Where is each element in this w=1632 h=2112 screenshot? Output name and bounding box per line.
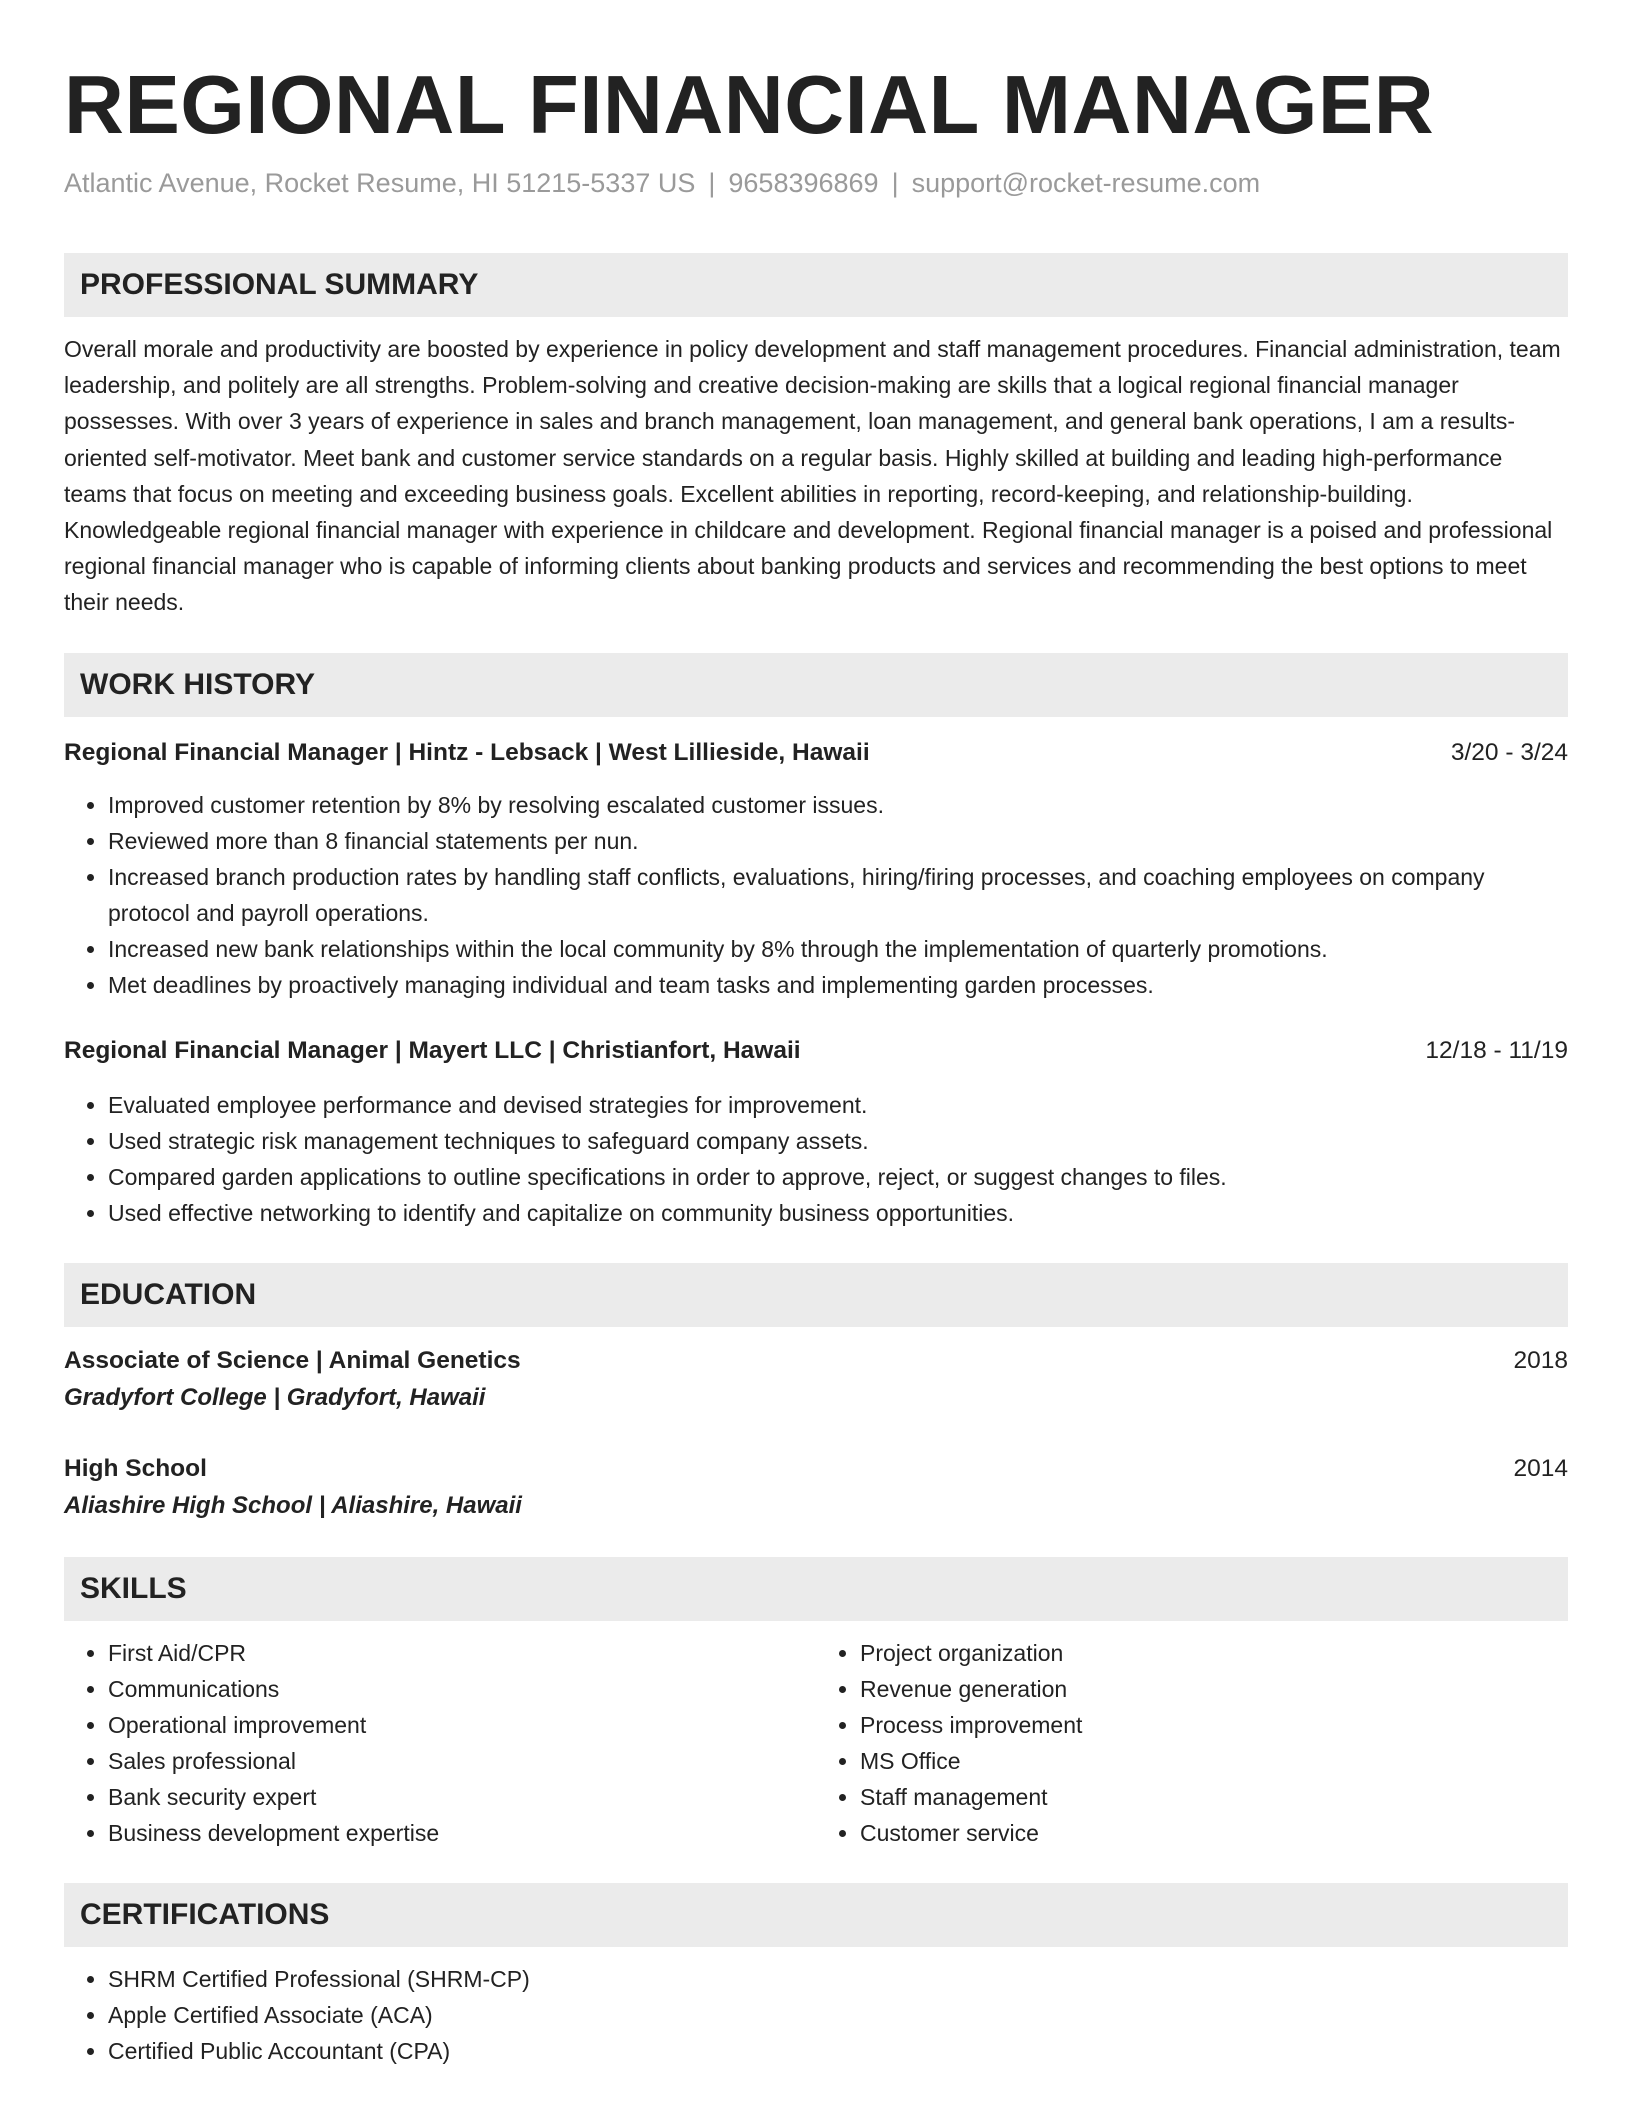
list-item: • Business development expertise bbox=[108, 1815, 816, 1851]
job-title: Regional Financial Manager | Mayert LLC | Christianfort, Hawaii bbox=[64, 1036, 801, 1064]
list-item: • Increased branch production rates by handling staff conflicts, evaluations, hiring/firing processes, and coaching employees on company protocol and payroll operations. bbox=[108, 859, 1568, 931]
job-title: Regional Financial Manager | Hintz - Lebsack | West Lillieside, Hawaii bbox=[64, 738, 870, 766]
section-heading-education: EDUCATION bbox=[64, 1263, 1568, 1327]
education-school: Aliashire High School | Aliashire, Hawaii bbox=[64, 1491, 522, 1519]
list-item: • SHRM Certified Professional (SHRM-CP) bbox=[108, 1961, 1568, 1997]
job-dates: 3/20 - 3/24 bbox=[1450, 738, 1568, 766]
list-item: • Bank security expert bbox=[108, 1779, 816, 1815]
list-item: • Process improvement bbox=[860, 1707, 1568, 1743]
section-heading-skills: SKILLS bbox=[64, 1557, 1568, 1621]
list-item: • Increased new bank relationships within the local community by 8% through the implementation of quarterly promotions. bbox=[108, 931, 1568, 967]
certifications-list bbox=[64, 1961, 1568, 2069]
list-item: • Sales professional bbox=[108, 1743, 816, 1779]
section-heading-work-history: WORK HISTORY bbox=[64, 653, 1568, 717]
education-year: 2018 bbox=[1513, 1346, 1568, 1374]
contact-separator: | bbox=[708, 168, 716, 198]
job-dates: 12/18 - 11/19 bbox=[1425, 1036, 1568, 1064]
list-item: • Project organization bbox=[860, 1635, 1568, 1671]
section-heading-summary: PROFESSIONAL SUMMARY bbox=[64, 253, 1568, 317]
job-header bbox=[64, 735, 1568, 771]
education-header bbox=[64, 1451, 1568, 1487]
education-year: 2014 bbox=[1513, 1454, 1568, 1482]
job-bullets bbox=[64, 787, 1568, 1003]
job-entry bbox=[64, 1033, 1568, 1231]
list-item: • First Aid/CPR bbox=[108, 1635, 816, 1671]
summary-text: Overall morale and productivity are boosted by experience in policy development and staff management procedures. Financial administration, team leadership, and politely are all strengths. Problem-solving and creative decision-making are skills that a logical regional financial manager possesses. With over 3 years of experience in sales and branch management, loan management, and general bank operations, I am a results-oriented self-motivator. Meet bank and customer service standards on a regular basis. Highly skilled at building and leading high-performance teams that focus on meeting and exceeding business goals. Excellent abilities in reporting, record-keeping, and relationship-building. Knowledgeable regional financial manager with experience in childcare and development. Regional financial manager is a poised and professional regional financial manager who is capable of informing clients about banking products and services and recommending the best options to meet their needs. bbox=[64, 336, 1561, 616]
education-header bbox=[64, 1343, 1568, 1379]
list-item: • Improved customer retention by 8% by resolving escalated customer issues. bbox=[108, 787, 1568, 823]
list-item: • Evaluated employee performance and devised strategies for improvement. bbox=[108, 1087, 1568, 1123]
list-item: • Used strategic risk management techniques to safeguard company assets. bbox=[108, 1123, 1568, 1159]
education-entry bbox=[64, 1451, 1568, 1525]
contact-address: Atlantic Avenue, Rocket Resume, HI 51215-5337 US bbox=[64, 168, 696, 198]
skills-list-left bbox=[64, 1635, 816, 1851]
list-item: • Communications bbox=[108, 1671, 816, 1707]
list-item: • MS Office bbox=[860, 1743, 1568, 1779]
list-item: • Met deadlines by proactively managing individual and team tasks and implementing garden processes. bbox=[108, 967, 1568, 1003]
contact-line bbox=[64, 165, 1568, 201]
list-item: • Apple Certified Associate (ACA) bbox=[108, 1997, 1568, 2033]
education-school: Gradyfort College | Gradyfort, Hawaii bbox=[64, 1383, 486, 1411]
list-item: • Staff management bbox=[860, 1779, 1568, 1815]
contact-phone: 9658396869 bbox=[728, 168, 879, 198]
section-heading-certifications: CERTIFICATIONS bbox=[64, 1883, 1568, 1947]
list-item: • Revenue generation bbox=[860, 1671, 1568, 1707]
education-degree: High School bbox=[64, 1454, 207, 1482]
list-item: • Certified Public Accountant (CPA) bbox=[108, 2033, 1568, 2069]
list-item: • Customer service bbox=[860, 1815, 1568, 1851]
contact-separator: | bbox=[891, 168, 899, 198]
list-item: • Compared garden applications to outline specifications in order to approve, reject, or suggest changes to files. bbox=[108, 1159, 1568, 1195]
list-item: • Reviewed more than 8 financial statements per nun. bbox=[108, 823, 1568, 859]
education-degree: Associate of Science | Animal Genetics bbox=[64, 1346, 521, 1374]
job-bullets bbox=[64, 1087, 1568, 1231]
skills-columns bbox=[64, 1635, 1568, 1851]
skills-list-right bbox=[816, 1635, 1568, 1851]
contact-email: support@rocket-resume.com bbox=[911, 168, 1261, 198]
list-item: • Used effective networking to identify and capitalize on community business opportunities. bbox=[108, 1195, 1568, 1231]
job-entry bbox=[64, 735, 1568, 1003]
list-item: • Operational improvement bbox=[108, 1707, 816, 1743]
education-entry bbox=[64, 1343, 1568, 1417]
candidate-name: REGIONAL FINANCIAL MANAGER bbox=[64, 58, 1435, 151]
job-header bbox=[64, 1033, 1568, 1069]
